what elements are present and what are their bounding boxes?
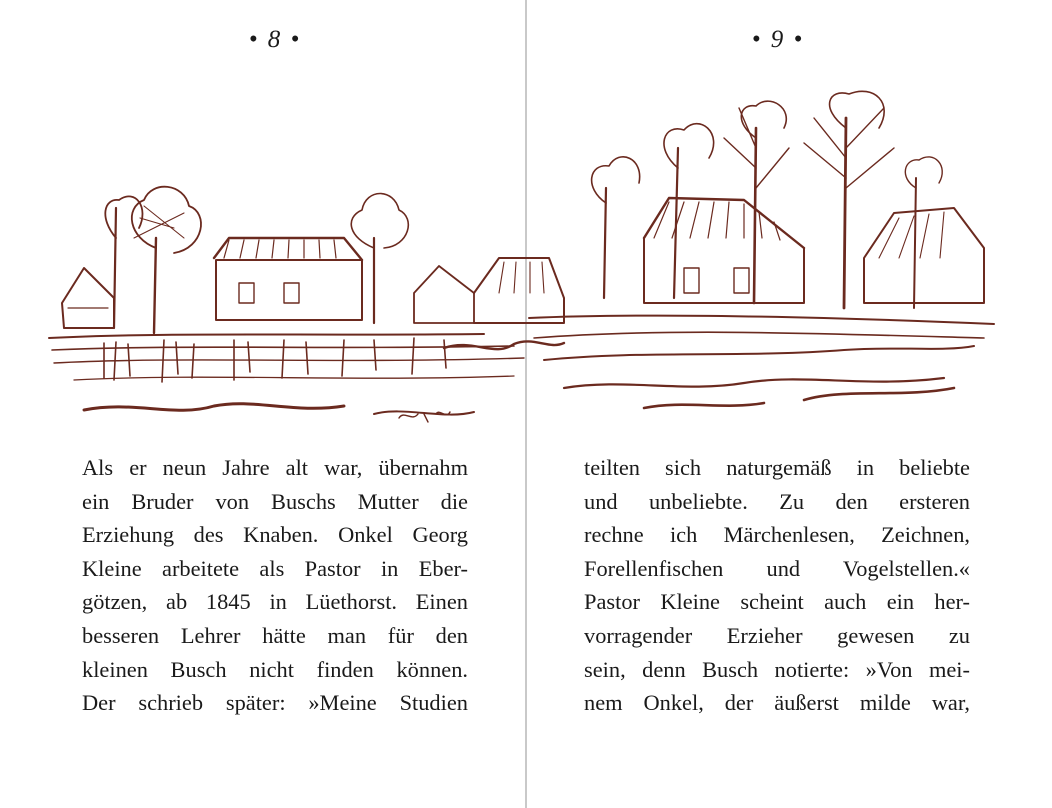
text-line: teilten sich naturgemäß in beliebte	[584, 455, 970, 480]
text-line: Erziehung des Knaben. Onkel Georg	[82, 522, 468, 548]
village-sketch-illustration	[44, 88, 1004, 443]
text-line: Der schrieb später: »Meine Studien	[82, 690, 468, 716]
text-column-right	[584, 451, 970, 720]
text-column-left	[82, 451, 468, 720]
page-number-left: • 8 •	[248, 26, 302, 53]
text-line: kleinen Busch nicht finden können.	[82, 656, 468, 682]
text-line: besseren Lehrer hätte man für den	[82, 622, 468, 648]
text-line: ein Bruder von Buschs Mutter die	[82, 488, 468, 514]
text-line: Kleine arbeitete als Pastor in Eber-	[82, 555, 468, 581]
text-line: und unbeliebte. Zu den ersteren	[584, 488, 970, 514]
text-line: götzen, ab 1845 in Lüethorst. Einen	[82, 589, 468, 615]
text-line: rechne ich Märchenlesen, Zeichnen,	[584, 522, 970, 548]
text-line: Als er neun Jahre alt war, übernahm	[82, 455, 468, 480]
page-number-right: • 9 •	[751, 26, 805, 53]
text-line: sein, denn Busch notierte: »Von mei-	[584, 656, 970, 682]
text-line: Forellenfischen und Vogelstellen.«	[584, 555, 970, 581]
text-line: vorragender Erzieher gewesen zu	[584, 622, 970, 648]
text-line: nem Onkel, der äußerst milde war,	[584, 690, 970, 716]
text-line: Pastor Kleine scheint auch ein her-	[584, 589, 970, 615]
